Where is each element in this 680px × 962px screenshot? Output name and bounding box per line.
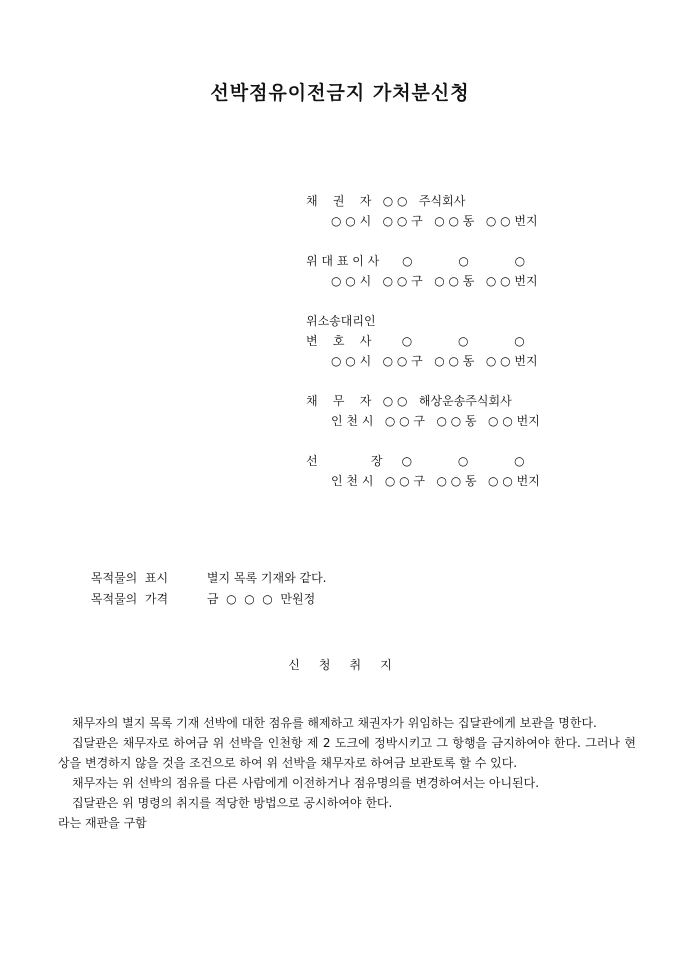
object-price-row [68,576,315,621]
document-title: 선박점유이전금지 가처분신청 [210,82,470,104]
purpose-heading: 신 청 취 지 [288,658,392,672]
captain-address: 인 천 시 ○ ○ 구 ○ ○ 동 ○ ○ 번지 [331,474,540,488]
purpose-paragraph: 채무자의 별지 목록 기재 선박에 대한 점유를 해제하고 채권자가 위임하는 집달관에게 보관을 명한다. [72,716,597,730]
attorney-address: ○ ○ 시 ○ ○ 구 ○ ○ 동 ○ ○ 번지 [331,354,538,368]
creditor-line: 채 권 자 ○ ○ 주식회사 [306,194,466,208]
object-description-label: 목적물의 표시 [90,571,169,585]
debtor-line: 채 무 자 ○ ○ 해상운송주식회사 [306,394,512,408]
purpose-paragraph: 채무자는 위 선박의 점유를 다른 사람에게 이전하거나 점유명의를 변경하여서는 아니된다. [72,776,540,790]
object-price-value: 금 ○ ○ ○ 만원정 [206,592,316,606]
attorney-heading: 위소송대리인 [306,314,376,328]
debtor-address: 인 천 시 ○ ○ 구 ○ ○ 동 ○ ○ 번지 [331,414,540,428]
purpose-body [58,713,636,833]
purpose-paragraph: 집달관은 위 명령의 취지를 적당한 방법으로 공시하여야 한다. [72,796,393,810]
representative-line: 위 대 표 이 사 ○ ○ ○ [306,254,526,268]
representative-address: ○ ○ 시 ○ ○ 구 ○ ○ 동 ○ ○ 번지 [331,274,538,288]
attorney-line: 변 호 사 ○ ○ ○ [306,334,525,348]
closing-line: 라는 재판을 구함 [58,816,147,830]
purpose-paragraph: 집달관은 채무자로 하여금 위 선박을 인천항 제 2 도크에 정박시키고 그 항행을 금지하여야 한다. 그러나 현상을 변경하지 않을 것을 조건으로 하여 위 선박을 채무자로 하여금 보관토록 할 수 있다. [58,736,636,770]
creditor-address: ○ ○ 시 ○ ○ 구 ○ ○ 동 ○ ○ 번지 [331,214,538,228]
captain-line: 선 장 ○ ○ ○ [306,454,525,468]
object-description-value: 별지 목록 기재와 같다. [206,571,327,585]
object-price-label: 목적물의 가격 [90,592,169,606]
